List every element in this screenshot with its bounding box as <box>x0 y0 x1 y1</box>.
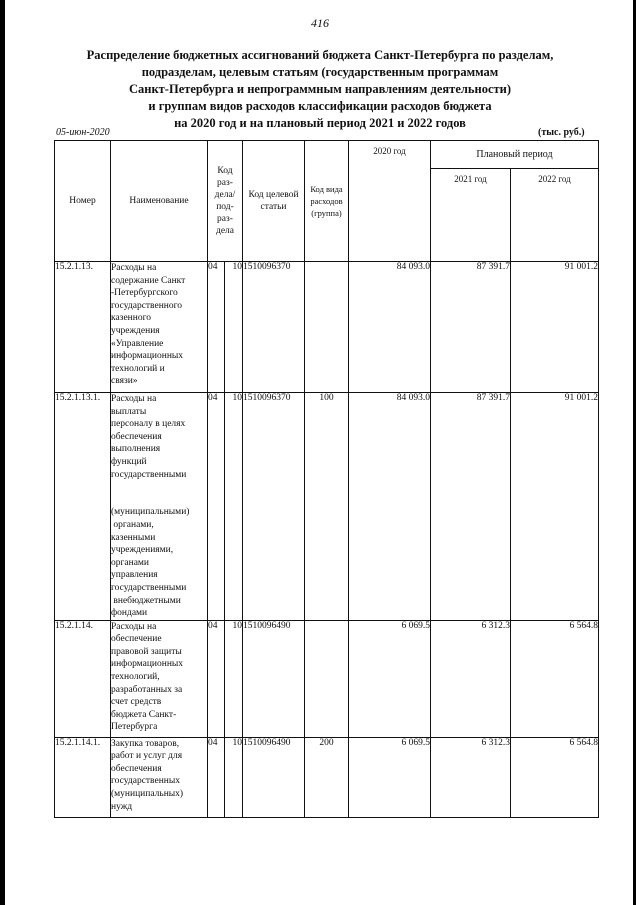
row-name-line: разработанных за <box>111 684 183 695</box>
row-name-line <box>111 494 207 507</box>
row-subsection: 10 <box>225 262 243 393</box>
scan-edge-left <box>0 0 5 905</box>
row-name-line: обеспечение <box>111 634 162 645</box>
row-name-line: правовой защиты <box>111 646 182 657</box>
row-name-line: внебюджетными <box>111 595 181 606</box>
row-name-line: нужд <box>111 801 133 812</box>
row-name-line: Расходы на <box>111 263 157 273</box>
row-name-line: государственных <box>111 776 181 787</box>
row-name <box>111 620 208 737</box>
row-name <box>111 737 208 817</box>
row-amount-2021: 87 391.7 <box>431 262 511 393</box>
row-name-line: обеспечения <box>111 763 162 774</box>
table-row <box>55 737 599 817</box>
row-name-line: -Петербургского <box>111 288 178 299</box>
row-amount-2021: 87 391.7 <box>431 393 511 621</box>
row-target-code: 1510096370 <box>243 393 305 621</box>
row-number: 15.2.1.13.1. <box>55 393 111 621</box>
row-amount-2020: 6 069.5 <box>349 737 431 817</box>
row-name <box>111 262 208 393</box>
row-name-line: казенными <box>111 532 156 543</box>
row-name-line: персоналу в целях <box>111 419 186 430</box>
row-name-line: содержание Санкт <box>111 275 186 286</box>
row-expense-group: 100 <box>305 393 349 621</box>
row-name-line: обеспечения <box>111 431 162 442</box>
row-name-line: выплаты <box>111 406 147 417</box>
row-name-line: «Управление <box>111 338 164 349</box>
row-section: 04 <box>208 393 225 621</box>
row-name-line: государственными <box>111 582 187 593</box>
row-subsection: 10 <box>225 620 243 737</box>
row-section: 04 <box>208 262 225 393</box>
budget-table <box>54 140 599 818</box>
row-name-line: бюджета Санкт- <box>111 709 177 720</box>
row-number: 15.2.1.14.1. <box>55 737 111 817</box>
header-name: Наименование <box>111 141 208 262</box>
header-year-2021: 2021 год <box>431 169 511 262</box>
document-date: 05-июн-2020 <box>56 127 110 138</box>
row-name-line: управления <box>111 570 158 581</box>
header-number: Номер <box>55 141 111 262</box>
row-name-line: государственными <box>111 469 187 480</box>
row-name-line: работ и услуг для <box>111 751 183 762</box>
units-label: (тыс. руб.) <box>538 127 585 138</box>
row-number: 15.2.1.14. <box>55 620 111 737</box>
row-amount-2020: 84 093.0 <box>349 393 431 621</box>
row-name-line: выполнения <box>111 444 161 455</box>
row-amount-2022: 91 001.2 <box>511 393 599 621</box>
row-amount-2020: 84 093.0 <box>349 262 431 393</box>
row-name-line: Расходы на <box>111 394 157 404</box>
row-name-line: функций <box>111 456 147 467</box>
row-amount-2022: 91 001.2 <box>511 262 599 393</box>
row-name-lines <box>111 738 207 814</box>
title-line: на 2020 год и на плановый период 2021 и 2022 годов <box>174 116 466 130</box>
row-name-line: органами, <box>111 519 154 530</box>
row-name-line: Закупка товаров, <box>111 738 180 749</box>
row-name-line: информационных <box>111 351 184 362</box>
row-name-line: технологий, <box>111 672 160 683</box>
row-expense-group <box>305 620 349 737</box>
row-name-line: казенного <box>111 313 151 324</box>
row-subsection: 10 <box>225 393 243 621</box>
table-row <box>55 620 599 737</box>
row-name-line <box>111 481 207 494</box>
row-target-code: 1510096490 <box>243 620 305 737</box>
header-expense-group: Код вида расходов (группа) <box>305 141 349 262</box>
row-name-line: технологий и <box>111 363 165 374</box>
row-name-line: Расходы на <box>111 621 157 632</box>
row-expense-group: 200 <box>305 737 349 817</box>
row-section: 04 <box>208 620 225 737</box>
scan-edge-right <box>633 0 636 905</box>
row-number: 15.2.1.13. <box>55 262 111 393</box>
title-line: Санкт-Петербурга и непрограммным направлениям деятельности) <box>128 82 511 96</box>
row-name-line: связи» <box>111 376 138 387</box>
header-year-2022: 2022 год <box>511 169 599 262</box>
row-name-line: фондами <box>111 608 148 619</box>
header-section-text: Код раз- дела/ под- раз- дела <box>214 166 236 236</box>
row-amount-2021: 6 312.3 <box>431 620 511 737</box>
title-line: и группам видов расходов классификации расходов бюджета <box>148 99 492 113</box>
row-section: 04 <box>208 737 225 817</box>
row-amount-2021: 6 312.3 <box>431 737 511 817</box>
row-name-line: государственного <box>111 300 183 311</box>
row-name-line: счет средств <box>111 697 162 708</box>
row-name-lines <box>111 262 207 388</box>
header-target-code: Код целевой статьи <box>243 141 305 262</box>
row-amount-2022: 6 564.8 <box>511 737 599 817</box>
row-target-code: 1510096490 <box>243 737 305 817</box>
row-name <box>111 393 208 621</box>
row-subsection: 10 <box>225 737 243 817</box>
table-row <box>55 262 599 393</box>
header-row <box>55 141 599 169</box>
row-expense-group <box>305 262 349 393</box>
title-line: подразделам, целевым статьям (государственным программам <box>141 65 499 79</box>
title-line: Распределение бюджетных ассигнований бюджета Санкт-Петербурга по разделам, <box>86 48 554 62</box>
page-number: 416 <box>311 16 329 30</box>
header-planning-period: Плановый период <box>431 141 599 169</box>
row-target-code: 1510096370 <box>243 262 305 393</box>
document-title <box>40 47 600 132</box>
row-name-line: учреждения <box>111 325 160 336</box>
row-name-line: Петербурга <box>111 722 158 733</box>
row-name-line: органами <box>111 557 150 568</box>
row-name-lines <box>111 621 207 734</box>
header-section-code <box>208 141 243 262</box>
row-name-line: (муниципальными) <box>111 507 190 518</box>
row-name-lines <box>111 393 207 620</box>
row-name-line: информационных <box>111 659 184 670</box>
row-name-line: (муниципальных) <box>111 789 184 800</box>
row-name-line: учреждениями, <box>111 545 174 556</box>
table-row <box>55 393 599 621</box>
row-amount-2020: 6 069.5 <box>349 620 431 737</box>
row-amount-2022: 6 564.8 <box>511 620 599 737</box>
header-year-2020: 2020 год <box>349 141 431 262</box>
